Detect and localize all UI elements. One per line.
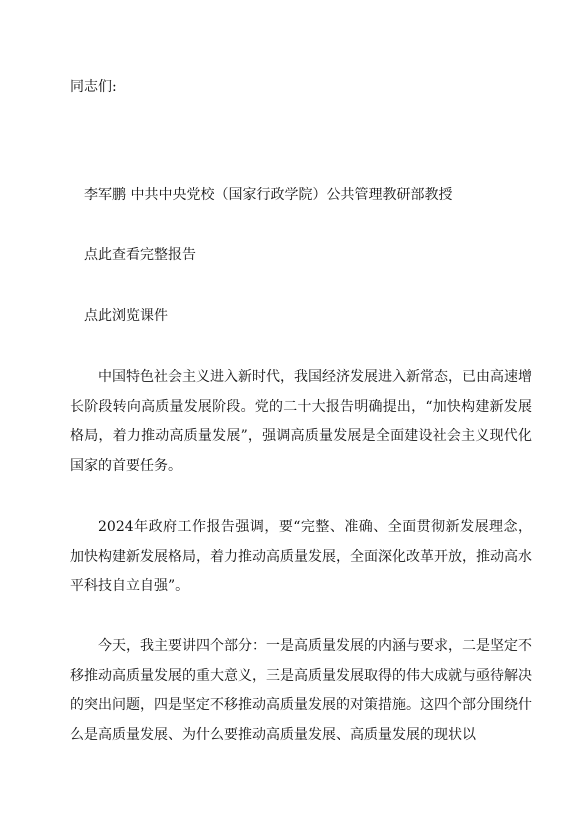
view-full-report-link[interactable]: 点此查看完整报告	[84, 247, 196, 263]
body-paragraph: 2024年政府工作报告强调，要“完整、准确、全面贯彻新发展理念，加快构建新发展格局，着力推动高质量发展，全面深化改革开放，推动高水平科技自立自强”。	[70, 519, 532, 594]
browse-courseware-link[interactable]: 点此浏览课件	[84, 308, 168, 324]
body-paragraph: 今天，我主要讲四个部分：一是高质量发展的内涵与要求，二是坚定不移推动高质量发展的重大意义，三是高质量发展取得的伟大成就与亟待解决的突出问题，四是坚定不移推动高质量发展的对策措施。这四个部分围绕什么是高质量发展、为什么要推动高质量发展、高质量发展的现状以	[70, 638, 532, 743]
salutation: 同志们:	[70, 79, 117, 95]
body-paragraph: 中国特色社会主义进入新时代，我国经济发展进入新常态，已由高速增长阶段转向高质量发展阶段。党的二十大报告明确提出，“加快构建新发展格局，着力推动高质量发展”，强调高质量发展是全面建设社会主义现代化国家的首要任务。	[70, 369, 532, 474]
speaker-byline: 李军鹏 中共中央党校（国家行政学院）公共管理教研部教授	[84, 187, 453, 203]
